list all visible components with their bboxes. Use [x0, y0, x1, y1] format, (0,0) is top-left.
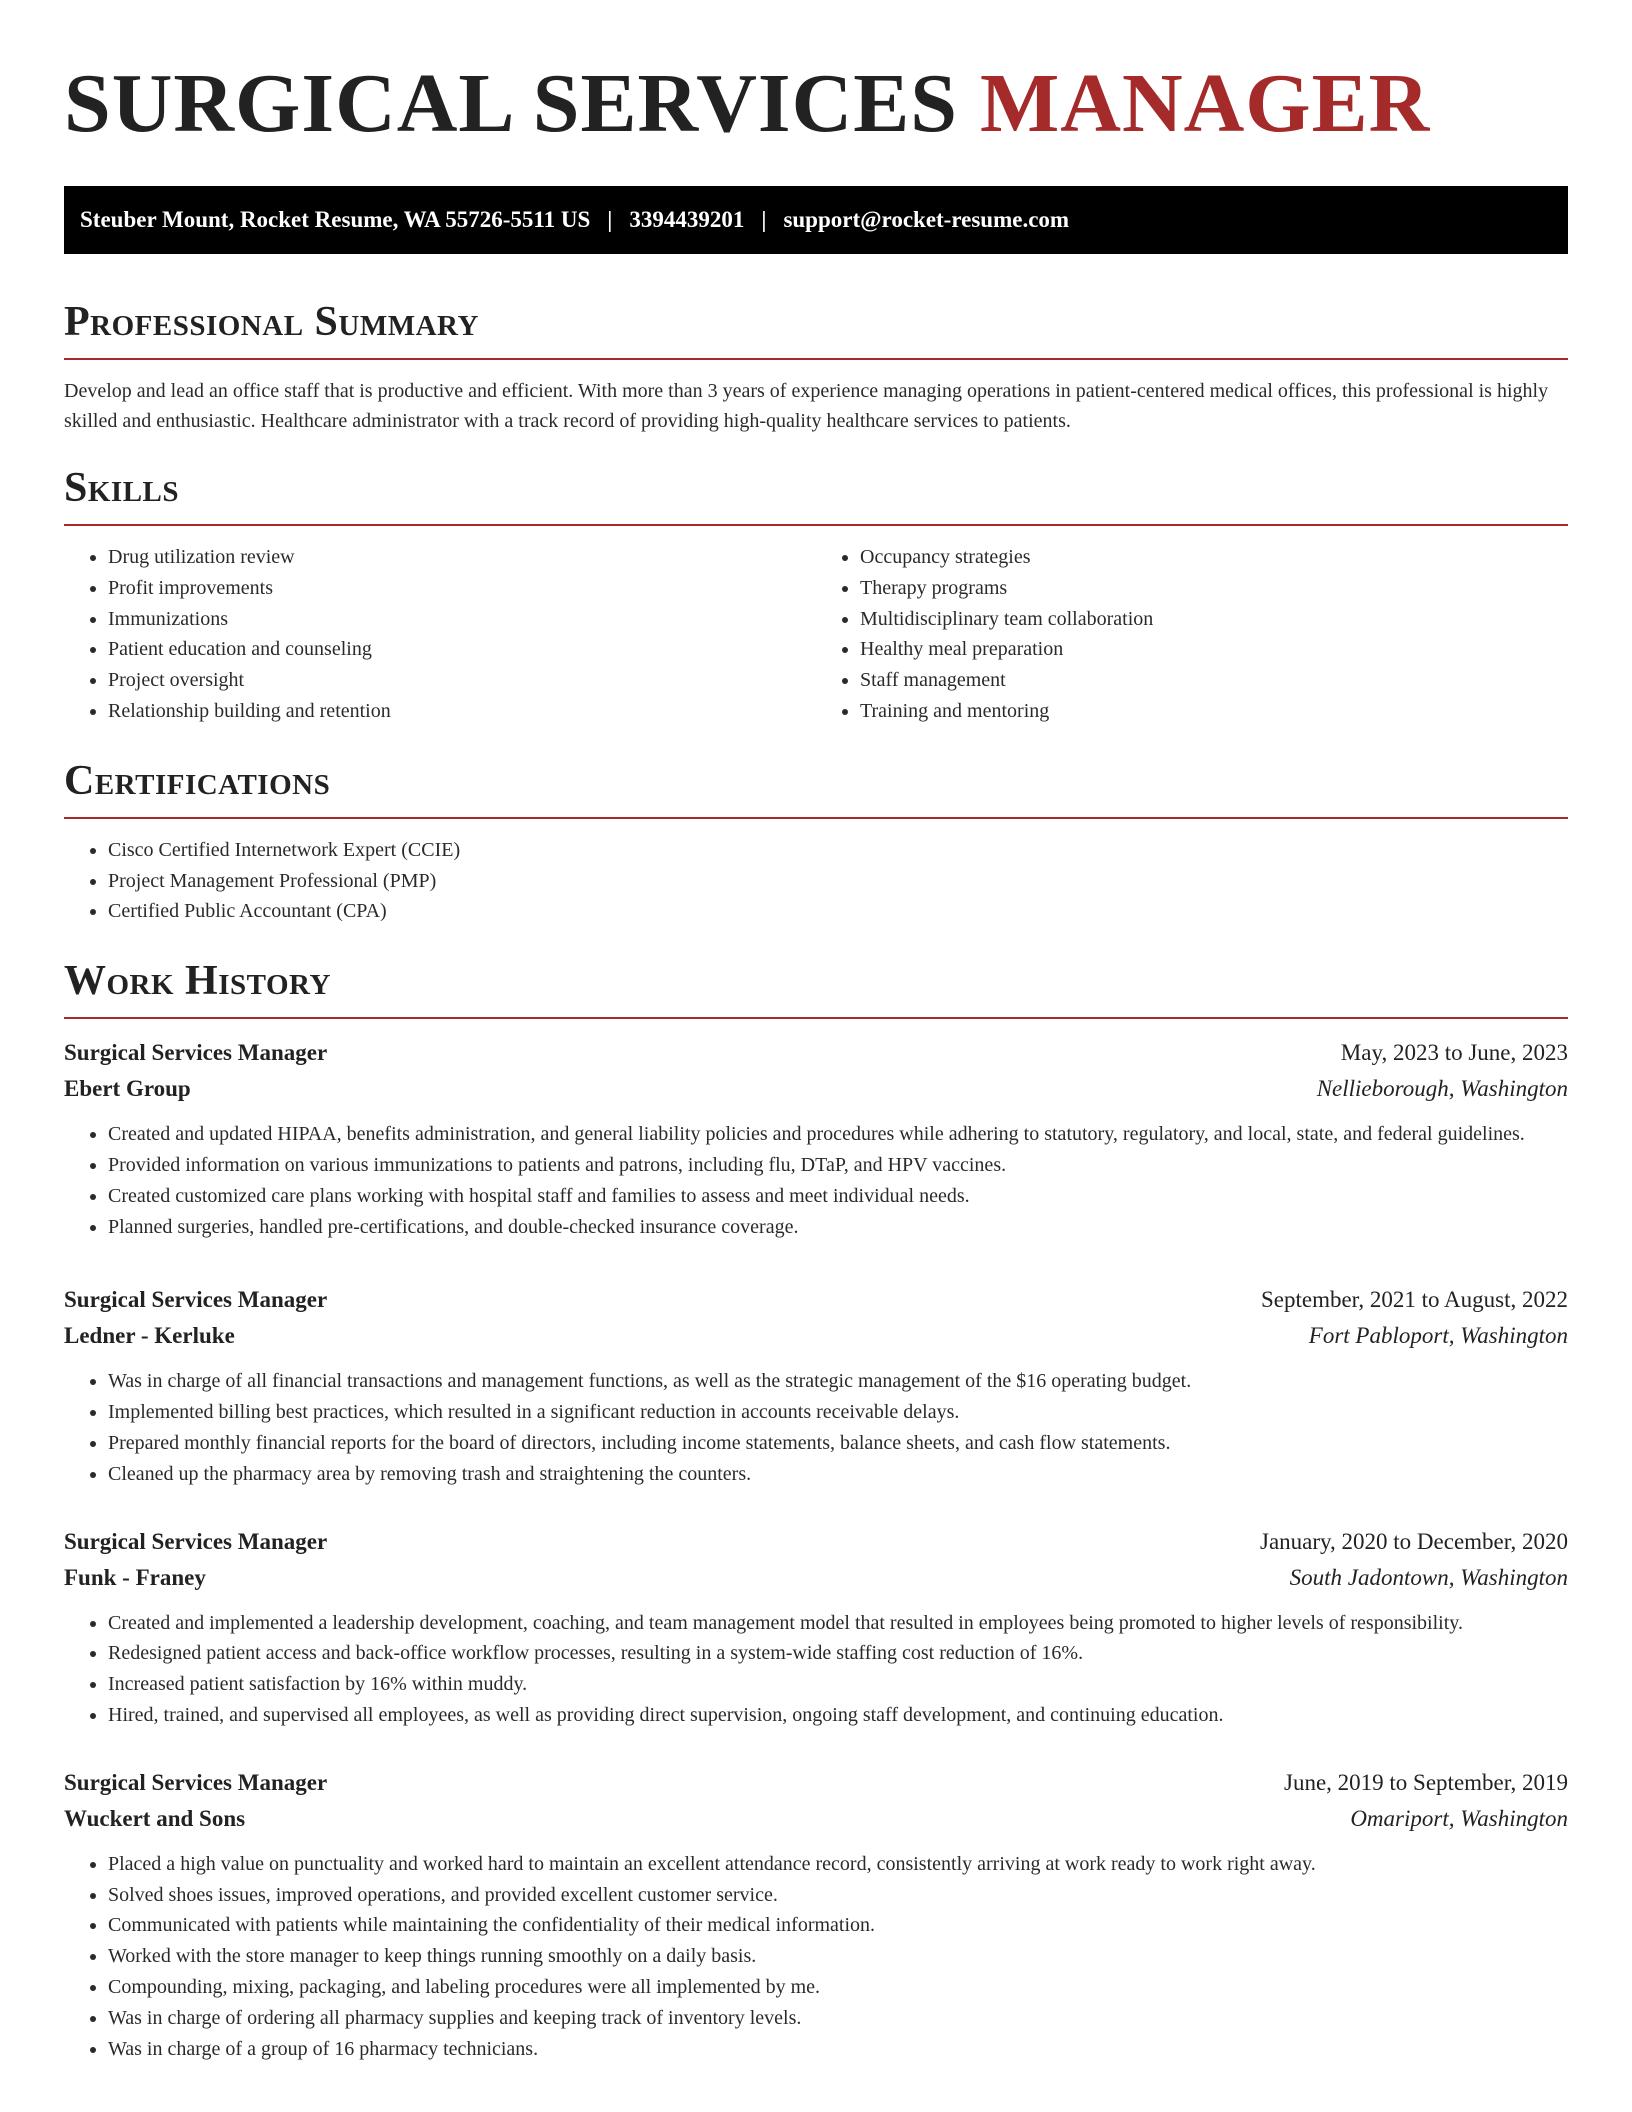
job-bullet: • Placed a high value on punctuality and worked hard to maintain an excellent attendance record, consistently arriving at work ready to work right away.: [108, 1849, 1568, 1880]
job-entry: [64, 1765, 1568, 2065]
job-dates: January, 2020 to December, 2020: [1260, 1528, 1568, 1554]
job-location: Fort Pabloport, Washington: [1308, 1323, 1568, 1349]
job-bullet: • Hired, trained, and supervised all employees, as well as providing direct supervision, ongoing staff development, and continuing education.: [108, 1700, 1568, 1731]
work-history-section: [64, 957, 1568, 2064]
job-entry: [64, 1282, 1568, 1489]
job-entry: [64, 1524, 1568, 1731]
job-entry: [64, 1035, 1568, 1242]
job-header-row: [64, 1765, 1568, 1801]
section-divider: [64, 1017, 1568, 1019]
skill-item: • Profit improvements: [108, 573, 816, 604]
job-bullet: • Communicated with patients while maintaining the confidentiality of their medical information.: [108, 1910, 1568, 1941]
job-title: Surgical Services Manager: [64, 1287, 328, 1313]
section-divider: [64, 817, 1568, 819]
certification-item: • Cisco Certified Internetwork Expert (CCIE): [108, 835, 1568, 866]
job-company: Ebert Group: [64, 1076, 191, 1102]
job-location: Nellieborough, Washington: [1316, 1076, 1568, 1102]
job-title: Surgical Services Manager: [64, 1769, 328, 1795]
skill-item: • Multidisciplinary team collaboration: [860, 604, 1568, 635]
job-bullet: • Compounding, mixing, packaging, and labeling procedures were all implemented by me.: [108, 1972, 1568, 2003]
job-dates: September, 2021 to August, 2022: [1260, 1287, 1568, 1313]
job-location: South Jadontown, Washington: [1289, 1564, 1568, 1590]
skill-item: • Occupancy strategies: [860, 542, 1568, 573]
skills-section: [64, 464, 1568, 727]
skills-list-left: [64, 542, 816, 727]
job-bullets: [64, 1366, 1568, 1489]
job-company-row: [64, 1071, 1568, 1107]
name-main: SURGICAL SERVICES: [64, 57, 958, 150]
section-divider: [64, 524, 1568, 526]
contact-email: support@rocket-resume.com: [783, 207, 1070, 232]
job-location: Omariport, Washington: [1350, 1805, 1568, 1831]
job-bullet: • Created and updated HIPAA, benefits administration, and general liability policies and procedures while adhering to statutory, regulatory, and local, state, and federal guidelines.: [108, 1119, 1568, 1150]
job-bullets: [64, 1119, 1568, 1242]
job-bullets: [64, 1608, 1568, 1731]
skill-item: • Staff management: [860, 665, 1568, 696]
resume-name: [64, 0, 1568, 152]
job-company: Wuckert and Sons: [64, 1805, 246, 1831]
certifications-section: [64, 757, 1568, 927]
skills-title: Skills: [64, 465, 180, 511]
skill-item: • Therapy programs: [860, 573, 1568, 604]
job-company-row: [64, 1560, 1568, 1596]
certifications-title: Certifications: [64, 757, 331, 804]
job-bullet: • Prepared monthly financial reports for the board of directors, including income statements, balance sheets, and cash flow statements.: [108, 1428, 1568, 1459]
work-history-title: Work History: [64, 958, 331, 1005]
job-company: Ledner - Kerluke: [64, 1323, 235, 1349]
job-bullet: • Was in charge of a group of 16 pharmacy technicians.: [108, 2034, 1568, 2065]
job-company-row: [64, 1318, 1568, 1354]
job-dates: June, 2019 to September, 2019: [1284, 1769, 1568, 1795]
job-bullet: • Was in charge of all financial transactions and management functions, as well as the strategic management of the $16 operating budget.: [108, 1366, 1568, 1397]
job-bullet: • Provided information on various immunizations to patients and patrons, including flu, DTaP, and HPV vaccines.: [108, 1150, 1568, 1181]
summary-text: Develop and lead an office staff that is productive and efficient. With more than 3 years of experience managing operations in patient-centered medical offices, this professional is highly skilled and enthusiastic. Healthcare administrator with a track record of providing high-quality healthcare services to patients.: [64, 380, 1549, 432]
job-bullet: • Created and implemented a leadership development, coaching, and team management model that resulted in employees being promoted to higher levels of responsibility.: [108, 1608, 1568, 1639]
job-bullet: • Redesigned patient access and back-office workflow processes, resulting in a system-wide staffing cost reduction of 16%.: [108, 1638, 1568, 1669]
job-company-row: [64, 1801, 1568, 1837]
contact-separator: |: [607, 207, 613, 232]
job-bullet: • Was in charge of ordering all pharmacy supplies and keeping track of inventory levels.: [108, 2003, 1568, 2034]
skill-item: • Drug utilization review: [108, 542, 816, 573]
job-bullet: • Created customized care plans working with hospital staff and families to assess and meet individual needs.: [108, 1181, 1568, 1212]
contact-address: Steuber Mount, Rocket Resume, WA 55726-5511 US: [80, 207, 591, 232]
job-bullet: • Implemented billing best practices, which resulted in a significant reduction in accounts receivable delays.: [108, 1397, 1568, 1428]
contact-separator: |: [761, 207, 767, 232]
contact-bar: [64, 186, 1568, 254]
skill-item: • Relationship building and retention: [108, 696, 816, 727]
certification-item: • Project Management Professional (PMP): [108, 866, 1568, 897]
job-bullet: • Cleaned up the pharmacy area by removing trash and straightening the counters.: [108, 1459, 1568, 1490]
job-company: Funk - Franey: [64, 1564, 206, 1590]
job-bullet: • Solved shoes issues, improved operations, and provided excellent customer service.: [108, 1880, 1568, 1911]
job-bullet: • Worked with the store manager to keep things running smoothly on a daily basis.: [108, 1941, 1568, 1972]
skill-item: • Project oversight: [108, 665, 816, 696]
skill-item: • Healthy meal preparation: [860, 634, 1568, 665]
skills-list-right: [816, 542, 1568, 727]
job-dates: May, 2023 to June, 2023: [1340, 1040, 1568, 1066]
summary-section: [64, 298, 1568, 436]
contact-phone: 3394439201: [629, 207, 745, 232]
job-bullet: • Planned surgeries, handled pre-certifications, and double-checked insurance coverage.: [108, 1212, 1568, 1243]
skill-item: • Patient education and counseling: [108, 634, 816, 665]
job-header-row: [64, 1035, 1568, 1071]
skill-item: • Training and mentoring: [860, 696, 1568, 727]
job-bullet: • Increased patient satisfaction by 16% within muddy.: [108, 1669, 1568, 1700]
summary-title: Professional Summary: [64, 299, 479, 345]
section-divider: [64, 358, 1568, 360]
job-title: Surgical Services Manager: [64, 1040, 328, 1066]
certification-item: • Certified Public Accountant (CPA): [108, 896, 1568, 927]
job-title: Surgical Services Manager: [64, 1528, 328, 1554]
job-header-row: [64, 1282, 1568, 1318]
name-accent: MANAGER: [980, 57, 1431, 150]
job-bullets: [64, 1849, 1568, 2065]
skill-item: • Immunizations: [108, 604, 816, 635]
certifications-list: [64, 835, 1568, 927]
skills-columns: [64, 542, 1568, 727]
job-header-row: [64, 1524, 1568, 1560]
